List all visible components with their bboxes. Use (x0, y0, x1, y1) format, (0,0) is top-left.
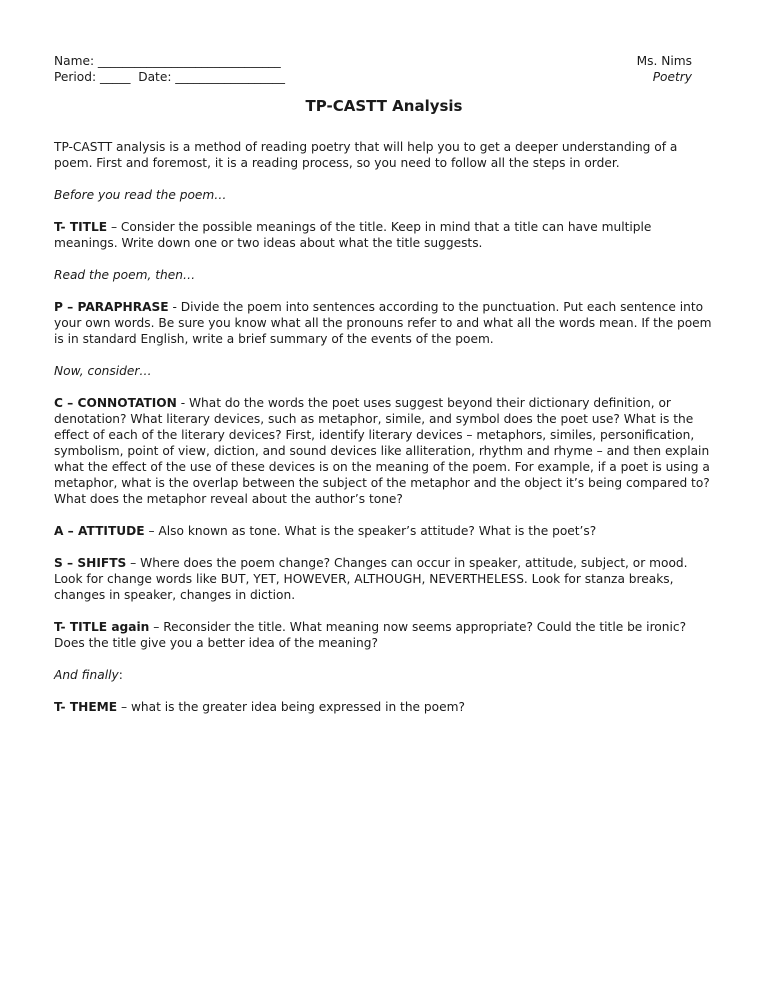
teacher-name: Ms. Nims (636, 54, 692, 68)
cue-text: And finally (54, 668, 119, 682)
teacher-info-block (637, 53, 692, 85)
period-date-line: Period: _____ Date: __________________ (54, 70, 285, 84)
course-subject: Poetry (652, 70, 692, 84)
page-title: TP-CASTT Analysis (305, 97, 463, 115)
step-description: – Where does the poem change? Changes can occur in speaker, attitude, subject, or mood. Look for change words like BUT, YET, HOWEVER, ALTHOUGH, NEVERTHELESS. Look for stanza breaks, changes in speaker, changes in diction. (54, 556, 688, 602)
step-term: T- THEME (54, 700, 118, 714)
name-line: Name: ______________________________ (54, 54, 281, 68)
step-description: – Also known as tone. What is the speaker’s attitude? What is the poet’s? (144, 524, 597, 538)
cue-now-consider: Now, consider… (54, 364, 152, 378)
cue-colon: : (118, 668, 123, 682)
step-term: T- TITLE (54, 220, 108, 234)
step-connotation (54, 395, 714, 507)
step-term: S – SHIFTS (54, 556, 127, 570)
cue-read-poem: Read the poem, then… (54, 268, 196, 282)
step-description: – Reconsider the title. What meaning now seems appropriate? Could the title be ironic? Does the title give you a better idea of the meaning? (54, 620, 687, 650)
step-description: – Consider the possible meanings of the title. Keep in mind that a title can have multiple meanings. Write down one or two ideas about what the title suggests. (54, 220, 652, 250)
step-term: C – CONNOTATION (54, 396, 177, 410)
student-info-block (54, 53, 285, 85)
cue-before-reading: Before you read the poem… (54, 188, 227, 202)
step-term: P – PARAPHRASE (54, 300, 169, 314)
step-shifts (54, 555, 714, 603)
step-term: A – ATTITUDE (54, 524, 145, 538)
step-term: T- TITLE again (54, 620, 150, 634)
step-description: – what is the greater idea being expressed in the poem? (117, 700, 465, 714)
cue-and-finally (54, 667, 714, 683)
step-title (54, 219, 714, 251)
step-description: - Divide the poem into sentences according to the punctuation. Put each sentence into your own words. Be sure you know what all the pronouns refer to and what all the words mean. If the poem is in standard English, write a brief summary of the events of the poem. (54, 300, 712, 346)
step-attitude (54, 523, 714, 539)
document-body (54, 139, 714, 731)
step-description: - What do the words the poet uses suggest beyond their dictionary definition, or denotation? What literary devices, such as metaphor, simile, and symbol does the poet use? What is the effect of each of the literary devices? First, identify literary devices – metaphors, similes, personification, symbolism, point of view, diction, and sound devices like alliteration, rhythm and rhyme – and then explain what the effect of the use of these devices is on the meaning of the poem. For example, if a poet is using a metaphor, what is the overlap between the subject of the metaphor and the object it’s being compared to? What does the metaphor reveal about the author’s tone? (54, 396, 710, 506)
step-title-again (54, 619, 714, 651)
intro-paragraph: TP-CASTT analysis is a method of reading poetry that will help you to get a deeper understanding of a poem. First and foremost, it is a reading process, so you need to follow all the steps in order. (54, 140, 678, 170)
step-theme (54, 699, 714, 715)
step-paraphrase (54, 299, 714, 347)
